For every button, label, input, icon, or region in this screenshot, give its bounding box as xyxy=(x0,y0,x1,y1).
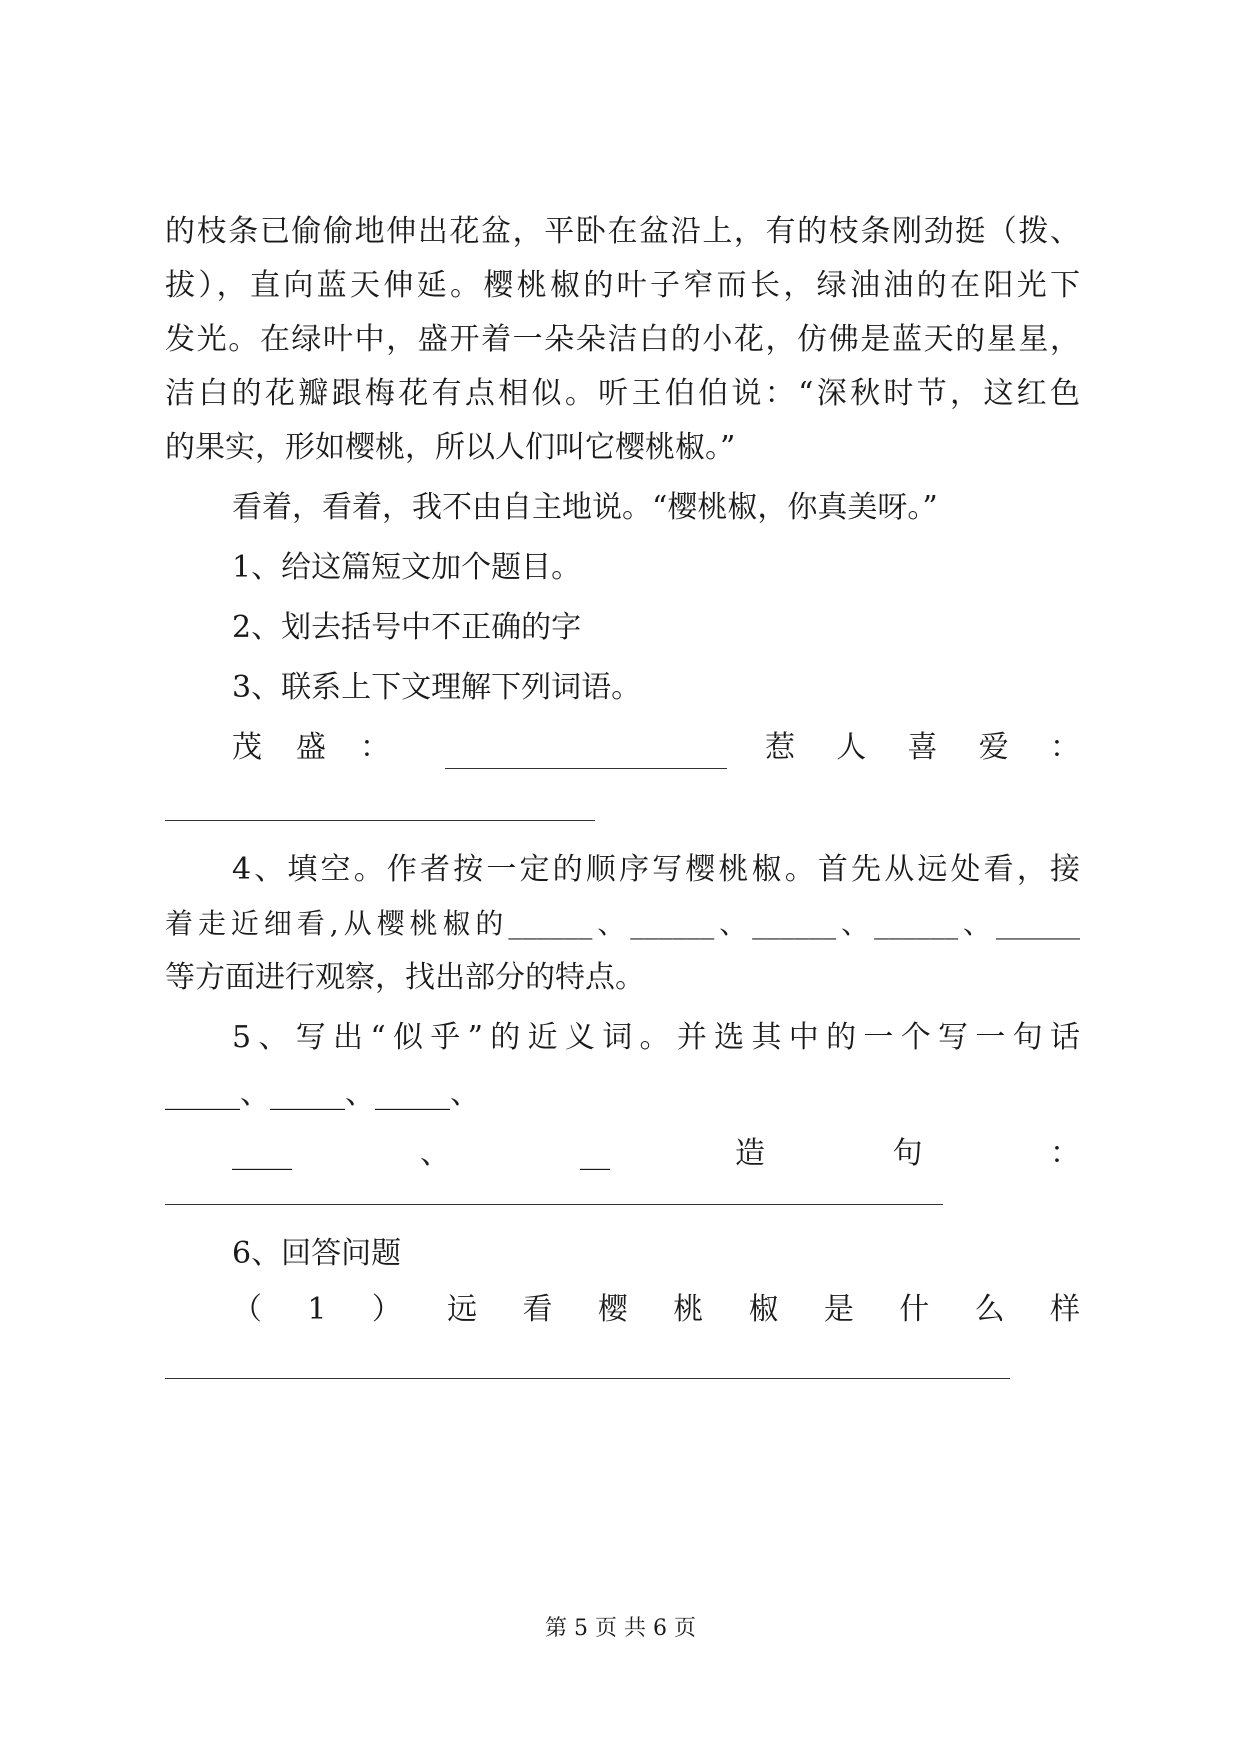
q3-answer-blank-a[interactable] xyxy=(445,768,727,769)
paragraph-line-2: 拔），直向蓝天伸延。樱桃椒的叶子窄而长，绿油油的在阳光下 xyxy=(165,268,1080,303)
question-6-1: （1）远看樱桃椒是什么样 xyxy=(232,1292,1080,1327)
q5-sentence-answer-line[interactable] xyxy=(165,1204,943,1205)
question-6: 6、回答问题 xyxy=(232,1236,402,1271)
q3-term-a xyxy=(232,728,390,768)
closing-sentence: 看着，看着，我不由自主地说。“樱桃椒，你真美呀。” xyxy=(232,490,938,525)
question-4-line-2: 着走近细看,从樱桃椒的______、______、______、______、______ xyxy=(165,907,1080,940)
paragraph-line-3: 发光。在绿叶中，盛开着一朵朵洁白的小花，仿佛是蓝天的星星， xyxy=(165,322,1080,357)
q3-answer-blank-b[interactable] xyxy=(165,820,595,821)
question-5-line-1: 5、写出“似乎”的近义词。并选其中的一个写一句话 xyxy=(232,1020,1080,1055)
question-4-line-3: 等方面进行观察，找出部分的特点。 xyxy=(165,960,645,995)
question-5-synonym-blanks[interactable]: _____、_____、_____、 xyxy=(165,1076,480,1111)
q5-blank-1[interactable]: ____ xyxy=(232,1136,292,1171)
question-1: 1、给这篇短文加个题目。 xyxy=(232,550,582,585)
paragraph-line-1: 的枝条已偷偷地伸出花盆，平卧在盆沿上，有的枝条刚劲挺（拨、 xyxy=(165,214,1080,249)
q5-sentence-label xyxy=(735,1134,1080,1174)
question-4-line-1: 4、填空。作者按一定的顺序写樱桃椒。首先从远处看，接 xyxy=(232,852,1080,887)
question-3: 3、联系上下文理解下列词语。 xyxy=(232,670,642,705)
page-footer: 第 5 页 共 6 页 xyxy=(545,1616,696,1641)
q5-sentence-label-text: 造句： xyxy=(735,1136,1080,1171)
q3-term-b-label: 惹人喜爱： xyxy=(765,730,1080,765)
q3-term-a-label: 茂盛： xyxy=(232,730,390,765)
q3-term-b xyxy=(765,728,1080,768)
paragraph-line-4: 洁白的花瓣跟梅花有点相似。听王伯伯说：“深秋时节，这红色 xyxy=(165,376,1080,411)
paragraph-line-5: 的果实，形如樱桃，所以人们叫它樱桃椒。” xyxy=(165,430,736,465)
question-2: 2、划去括号中不正确的字 xyxy=(232,610,582,645)
q6-1-answer-line[interactable] xyxy=(165,1378,1010,1379)
q5-separator: 、 xyxy=(420,1136,450,1171)
q5-blank-2[interactable]: __ xyxy=(580,1136,610,1171)
